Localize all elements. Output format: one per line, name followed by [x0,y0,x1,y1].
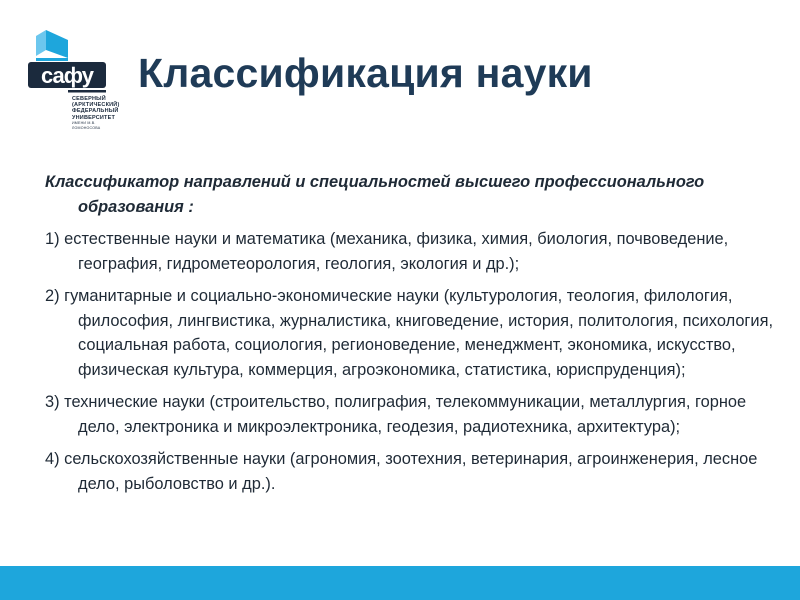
slide-title: Классификация науки [138,50,593,96]
logo-line: ФЕДЕРАЛЬНЫЙ [72,108,119,115]
logo-university-name [72,96,120,131]
logo-line-small: ИМЕНИ М.В. ЛОМОНОСОВА [72,120,101,130]
logo-line: УНИВЕРСИТЕТ [72,114,116,121]
university-logo [28,28,128,146]
list-item: 4) сельскохозяйственные науки (агрономия, зоотехния, ветеринария, агроинженерия, лесное дело, рыболовство и др.). [45,450,758,493]
list-item: 1) естественные науки и математика (механика, физика, химия, биология, почвоведение, география, гидрометеорология, геология, экология и др.); [45,230,729,273]
logo-line: (АРКТИЧЕСКИЙ) [72,102,120,109]
slide-body [45,170,780,504]
logo-wordmark: сафу [41,63,93,88]
bottom-accent-bar [0,566,800,600]
logo-line: СЕВЕРНЫЙ [72,96,106,102]
list-item: 2) гуманитарные и социально-экономические науки (культурология, теология, филология, философия, лингвистика, журналистика, книговедение, история, политология, психология, социальная работа, социология, регионоведение, менеджмент, экономика, искусство, физическая культура, коммерция, агроэкономика, статистика, юриспруденция); [45,287,774,379]
list-item: 3) технические науки (строительство, полиграфия, телекоммуникации, металлургия, горное дело, электроника и микроэлектроника, геодезия, радиотехника, архитектура); [45,393,747,436]
classifier-heading: Классификатор направлений и специальностей высшего профессионального образования : [45,173,705,216]
